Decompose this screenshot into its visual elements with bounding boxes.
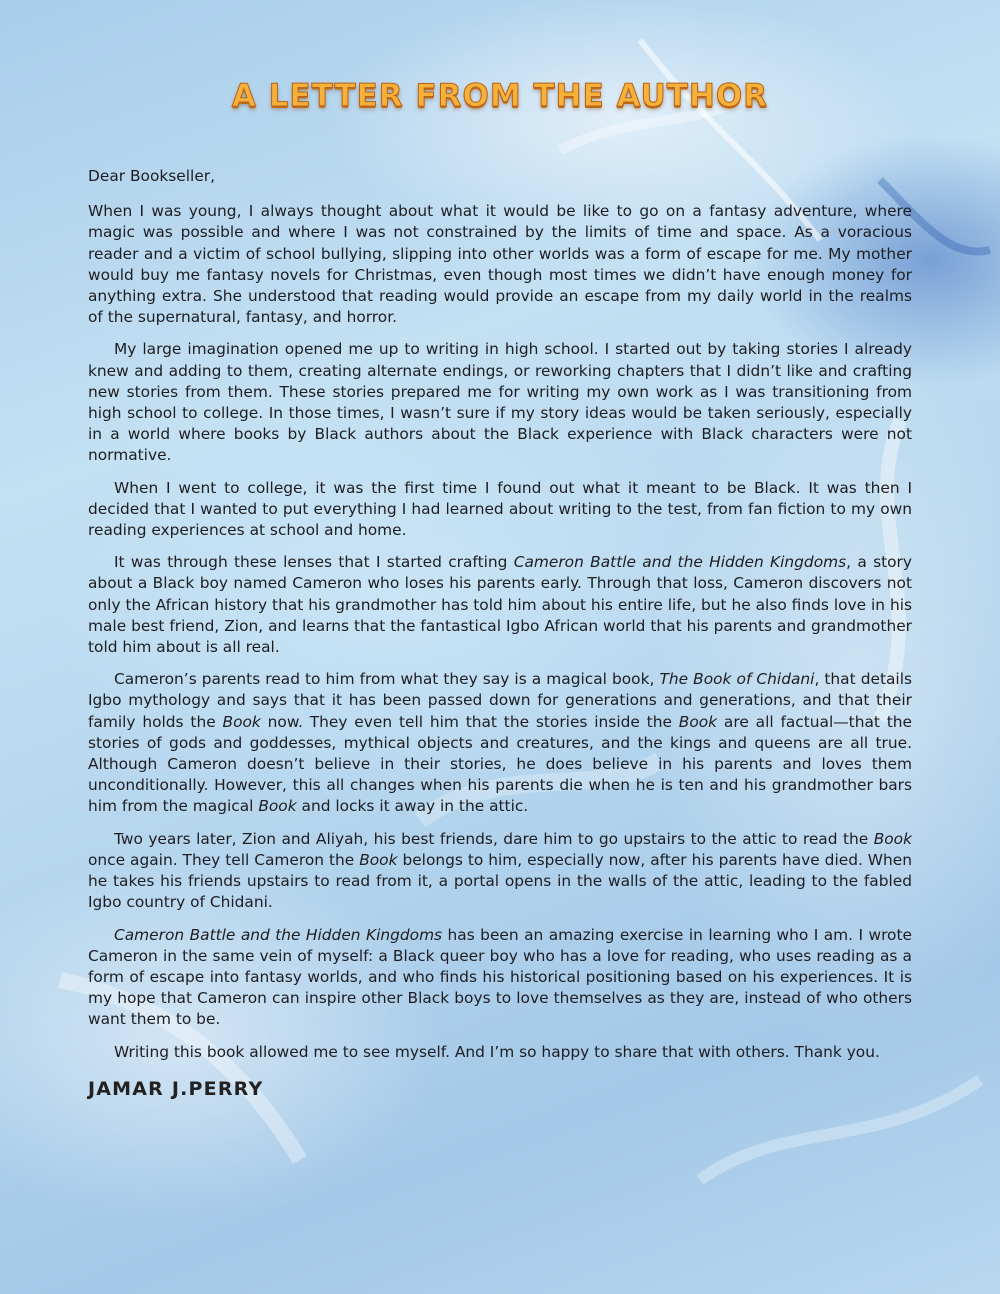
book-word: Book	[258, 797, 297, 816]
salutation: Dear Bookseller,	[88, 167, 216, 185]
paragraph-text: When I was young, I always thought about what it would be like to go on a fantasy adventure, where magic was possible and where I was not constrained by the limits of time and space. As a voracious reader and a victim of school bullying, slipping into other worlds was a form of escape for me. My mother would buy me fantasy novels for Christmas, even though most times we didn’t have enough money for anything extra. She understood that reading would provide an escape from my daily world in the realms of the supernatural, fantasy, and horror.	[88, 202, 912, 327]
paragraph-3	[88, 478, 912, 542]
page-title: A LETTER FROM THE AUTHOR	[231, 78, 769, 114]
paragraph-2	[88, 339, 912, 466]
paragraph-text: and locks it away in the attic.	[296, 797, 529, 816]
book-title: The Book of Chidani	[659, 670, 815, 689]
book-title: Cameron Battle and the Hidden Kingdoms	[513, 553, 847, 572]
paragraph-7	[88, 925, 912, 1031]
paragraph-5	[88, 669, 912, 817]
paragraph-text: Writing this book allowed me to see myself. And I’m so happy to share that with others. Thank you.	[114, 1042, 880, 1061]
paragraph-text: Two years later, Zion and Aliyah, his best friends, dare him to go upstairs to the attic to read the	[114, 829, 874, 848]
paragraph-1	[88, 201, 912, 328]
paragraph-text: , a story about a Black boy named Cameron who loses his parents early. Through that loss, Cameron discovers not only the African history that his grandmother has told him about his entire life, but he also finds love in his male best friend, Zion, and learns that the fantastical Igbo African world that his parents and grandmother told him about is all real.	[88, 553, 912, 657]
paragraph-text: When I went to college, it was the first time I found out what it meant to be Black. It was then I decided that I wanted to put everything I had learned about writing to the test, from fan fiction to my own reading experiences at school and home.	[88, 478, 912, 540]
letter-body	[88, 166, 912, 1100]
book-word: Book	[678, 712, 718, 731]
author-signature: JAMAR J.PERRY	[88, 1077, 264, 1100]
paragraph-text: belongs to him, especially now, after his parents have died. When he takes his friends upstairs to read from it, a portal opens in the walls of the attic, leading to the fabled Igbo country of Chidani.	[88, 850, 913, 912]
book-title: Cameron Battle and the Hidden Kingdoms	[114, 925, 443, 944]
book-word: Book	[222, 712, 261, 731]
paragraph-text: My large imagination opened me up to writing in high school. I started out by taking stories I already knew and adding to them, creating alternate endings, or reworking chapters that I didn’t like and crafting new stories from them. These stories prepared me for writing my own work as I was transitioning from high school to college. In those times, I wasn’t sure if my story ideas would be taken seriously, especially in a world where books by Black authors about the Black experience with Black characters were not normative.	[88, 340, 912, 465]
book-word: Book	[359, 850, 398, 869]
paragraph-text: now. They even tell him that the stories inside the	[260, 712, 679, 731]
paragraph-text: Cameron’s parents read to him from what they say is a magical book,	[114, 670, 660, 689]
paragraph-text: It was through these lenses that I started crafting	[114, 553, 514, 572]
paragraph-text: , that details Igbo mythology and says that it has been passed down for generations and generations, and that their family holds the	[88, 670, 912, 731]
paragraph-text: has been an amazing exercise in learning who I am. I wrote Cameron in the same vein of myself: a Black queer boy who has a love for reading, who uses reading as a form of escape into fantasy worlds, and who finds his historical positioning based on his experiences. It is my hope that Cameron can inspire other Black boys to love themselves as they are, instead of who others want them to be.	[88, 925, 912, 1029]
book-word: Book	[873, 829, 912, 848]
paragraph-8	[88, 1042, 912, 1063]
paragraph-text: once again. They tell Cameron the	[88, 850, 360, 869]
paragraph-4	[88, 552, 912, 658]
paragraph-text: are all factual—that the stories of gods and goddesses, mythical objects and creatures, and the kings and queens are all true. Although Cameron doesn’t believe in their stories, he does believe in his parents and loves them unconditionally. However, this all changes when his parents die when he is ten and his grandmother bars him from the magical	[88, 712, 913, 816]
paragraph-6	[88, 829, 912, 914]
